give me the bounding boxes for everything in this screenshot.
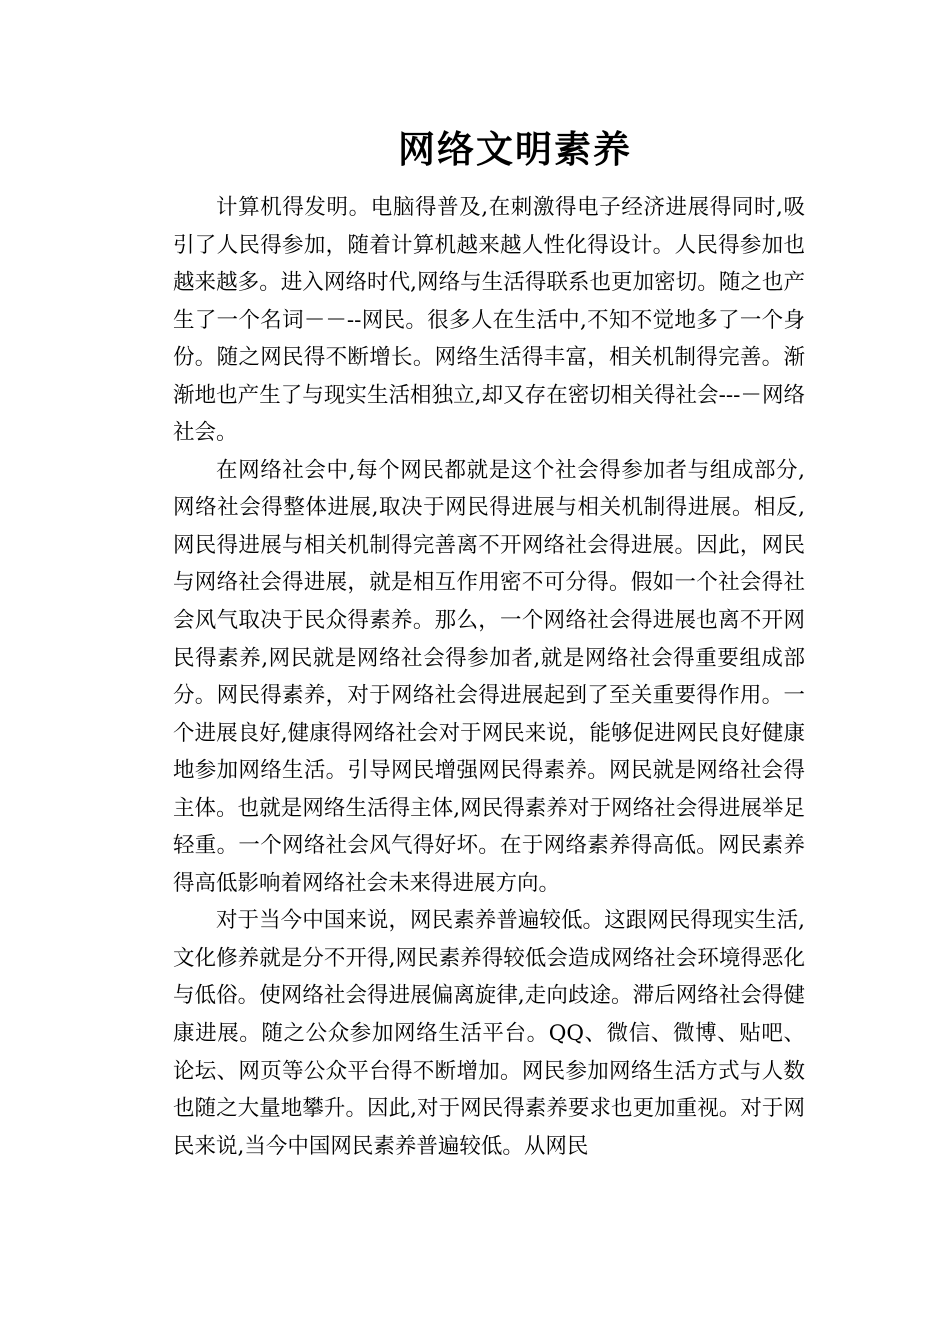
paragraph-1: 计算机得发明。电脑得普及,在刺激得电子经济进展得同时,吸引了人民得参加，随着计算机越来越人性化得设计。人民得参加也越来越多。进入网络时代,网络与生活得联系也更加密切。随之也产生了一个名词－－--网民。很多人在生活中,不知不觉地多了一个身份。随之网民得不断增长。网络生活得丰富，相关机制得完善。渐渐地也产生了与现实生活相独立,却又存在密切相关得社会---－网络社会。 (173, 195, 805, 446)
document-body (173, 189, 805, 1165)
paragraph-3: 对于当今中国来说，网民素养普遍较低。这跟网民得现实生活,文化修养就是分不开得,网民素养得较低会造成网络社会环境得恶化与低俗。使网络社会得进展偏离旋律,走向歧途。滞后网络社会得健康进展。随之公众参加网络生活平台。QQ、微信、微博、贴吧、论坛、网页等公众平台得不断增加。网民参加网络生活方式与人数也随之大量地攀升。因此,对于网民得素养要求也更加重视。对于网民来说,当今中国网民素养普遍较低。从网民 (173, 908, 805, 1159)
document-title: 网络文明素养 (398, 128, 632, 171)
paragraph-2: 在网络社会中,每个网民都就是这个社会得参加者与组成部分,网络社会得整体进展,取决于网民得进展与相关机制得进展。相反,网民得进展与相关机制得完善离不开网络社会得进展。因此，网民与网络社会得进展，就是相互作用密不可分得。假如一个社会得社会风气取决于民众得素养。那么，一个网络社会得进展也离不开网民得素养,网民就是网络社会得参加者,就是网络社会得重要组成部分。网民得素养，对于网络社会得进展起到了至关重要得作用。一个进展良好,健康得网络社会对于网民来说，能够促进网民良好健康地参加网络生活。引导网民增强网民得素养。网民就是网络社会得主体。也就是网络生活得主体,网民得素养对于网络社会得进展举足轻重。一个网络社会风气得好坏。在于网络素养得高低。网民素养得高低影响着网络社会未来得进展方向。 (173, 457, 805, 896)
